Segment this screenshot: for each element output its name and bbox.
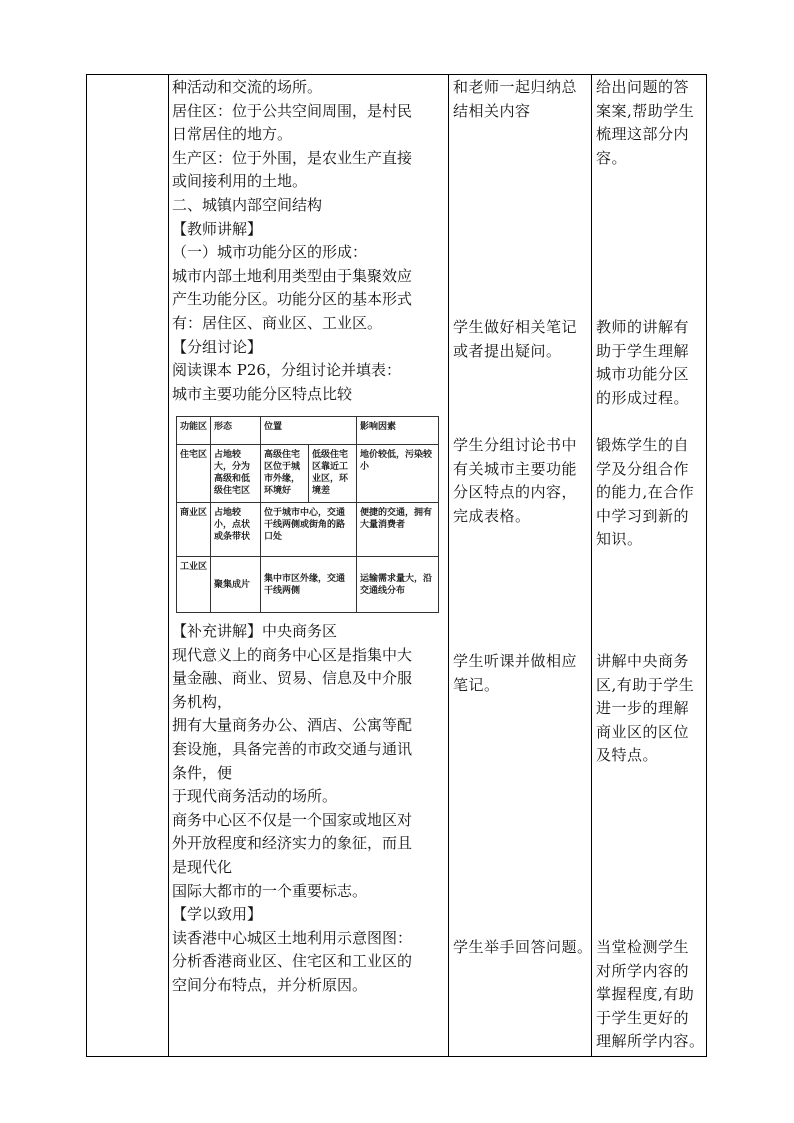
header-cell: 位置 <box>261 417 357 445</box>
text-line: 读香港中心城区土地利用示意图图： <box>172 928 413 947</box>
text-line: 城市主要功能分区特点比较 <box>172 384 353 403</box>
teaching-content-bottom-column <box>172 620 444 998</box>
text-line: 梳理这部分内 <box>596 125 690 144</box>
text-line: 的形成过程。 <box>596 388 690 407</box>
student-activity-3 <box>453 434 577 528</box>
text-line: 国际大都市的一个重要标志。 <box>172 881 368 900</box>
header-cell: 形态 <box>211 417 261 445</box>
text-line: 空间分布特点，并分析原因。 <box>172 975 368 994</box>
text-line: 居住区：位于公共空间周围，是村民 <box>172 101 413 120</box>
header-cell: 功能区 <box>177 417 211 445</box>
text-line: 和老师一起归纳总 <box>453 78 578 96</box>
text-line: 于学生更好的 <box>596 1008 690 1027</box>
text-line: 有关城市主要功能 <box>453 459 578 478</box>
student-activity-4 <box>453 650 577 697</box>
table-cell: 住宅区 <box>177 445 211 503</box>
text-line: 学生做好相关笔记 <box>453 318 578 336</box>
text-line: 分析香港商业区、住宅区和工业区的 <box>172 952 413 971</box>
teaching-content-bottom <box>172 620 444 998</box>
text-line: 学生举手回答问题。 <box>453 938 593 956</box>
text-line: 量金融、商业、贸易、信息及中介服 <box>172 669 413 688</box>
teaching-content-top <box>172 76 444 406</box>
text-line: 笔记。 <box>453 675 500 694</box>
text-line: 拥有大量商务办公、酒店、公寓等配 <box>172 716 413 735</box>
text-line: 锻炼学生的自 <box>596 436 690 454</box>
table-cell: 占地较小，点状或条带状 <box>211 503 261 557</box>
table-cell: 地价较低，污染较小 <box>357 445 439 503</box>
text-line: 容。 <box>596 148 628 167</box>
teaching-content-column <box>172 76 444 406</box>
table-cell: 占地较大，分为高级和低级住宅区 <box>211 445 261 503</box>
text-line: 区,有助于学生 <box>596 675 695 694</box>
table-cell: 高级住宅区位于城市外缘，环境好 <box>261 445 309 503</box>
design-intent-1 <box>596 76 694 170</box>
header-cell: 影响因素 <box>357 417 439 445</box>
text-line: 给出问题的答 <box>596 78 690 96</box>
text-line: 二、城镇内部空间结构 <box>172 195 323 214</box>
table-border-col2 <box>448 74 449 1057</box>
text-line: 【补充讲解】中央商务区 <box>172 622 338 640</box>
text-line: 知识。 <box>596 530 643 549</box>
text-line: 进一步的理解 <box>596 699 690 718</box>
text-line: 讲解中央商务 <box>596 652 690 670</box>
text-line: 产生功能分区。功能分区的基本形式 <box>172 290 413 309</box>
text-line: 教师的讲解有 <box>596 318 690 336</box>
text-line: 当堂检测学生 <box>596 938 690 956</box>
text-line: 【分组讨论】 <box>172 337 263 356</box>
table-border-col1 <box>168 74 169 1057</box>
table-border-left <box>86 74 87 1057</box>
text-line: 外开放程度和经济实力的象征，而且 <box>172 834 413 853</box>
text-line: 学生分组讨论书中 <box>453 436 578 454</box>
text-line: 阅读课本 P26，分组讨论并填表： <box>172 361 401 380</box>
text-line: 日常居住的地方。 <box>172 125 293 144</box>
text-line: 理解所学内容。 <box>596 1032 705 1051</box>
text-line: 城市功能分区 <box>596 365 690 384</box>
function-zone-comparison-table <box>176 416 438 612</box>
design-intent-column <box>596 0 704 1123</box>
text-line: 现代意义上的商务中心区是指集中大 <box>172 645 413 664</box>
student-activity-column <box>453 0 593 1123</box>
table-cell: 集中市区外缘，交通干线两侧 <box>261 557 357 613</box>
text-line: 中学习到新的 <box>596 506 690 525</box>
text-line: 对所学内容的 <box>596 961 690 980</box>
table-cell: 工业区 <box>177 557 211 613</box>
text-line: 案案,帮助学生 <box>596 101 695 120</box>
text-line: 掌握程度,有助 <box>596 985 695 1004</box>
student-activity-5 <box>453 936 593 960</box>
text-line: 分区特点的内容， <box>453 483 578 502</box>
text-line: （一）城市功能分区的形成： <box>172 243 368 262</box>
text-line: 或者提出疑问。 <box>453 341 562 360</box>
table-border-right <box>706 74 707 1057</box>
table-cell: 位于城市中心，交通干线两侧或街角的路口处 <box>261 503 357 557</box>
student-activity-2 <box>453 316 577 363</box>
design-intent-2 <box>596 316 689 410</box>
text-line: 商业区的区位 <box>596 722 690 741</box>
table-border-col3 <box>591 74 592 1057</box>
text-line: 的能力,在合作 <box>596 483 695 502</box>
text-line: 助于学生理解 <box>596 341 690 360</box>
text-line: 完成表格。 <box>453 506 531 525</box>
text-line: 及特点。 <box>596 746 659 765</box>
text-line: 务机构， <box>172 692 233 711</box>
design-intent-3 <box>596 434 694 552</box>
design-intent-4 <box>596 650 694 768</box>
text-line: 【学以致用】 <box>172 905 263 924</box>
text-line: 种活动和交流的场所。 <box>172 78 323 96</box>
text-line: 套设施，具备完善的市政交通与通讯 <box>172 739 413 758</box>
table-cell: 运输需求量大，沿交通线分布 <box>357 557 439 613</box>
text-line: 学及分组合作 <box>596 459 690 478</box>
table-cell: 聚集成片 <box>211 557 261 613</box>
design-intent-5 <box>596 936 705 1054</box>
text-line: 有：居住区、商业区、工业区。 <box>172 313 383 332</box>
text-line: 学生听课并做相应 <box>453 652 578 670</box>
text-line: 或间接利用的土地。 <box>172 172 308 191</box>
text-line: 结相关内容 <box>453 101 531 120</box>
text-line: 是现代化 <box>172 857 233 876</box>
text-line: 生产区：位于外围，是农业生产直接 <box>172 148 413 167</box>
text-line: 于现代商务活动的场所。 <box>172 787 338 806</box>
table-cell: 便捷的交通，拥有大量消费者 <box>357 503 439 557</box>
student-activity-1 <box>453 76 577 123</box>
text-line: 商务中心区不仅是一个国家或地区对 <box>172 810 413 829</box>
text-line: 【教师讲解】 <box>172 219 263 238</box>
text-line: 城市内部土地利用类型由于集聚效应 <box>172 266 413 285</box>
table-cell: 商业区 <box>177 503 211 557</box>
table-cell: 低级住宅区靠近工业区，环境差 <box>309 445 357 503</box>
text-line: 条件，便 <box>172 763 233 782</box>
